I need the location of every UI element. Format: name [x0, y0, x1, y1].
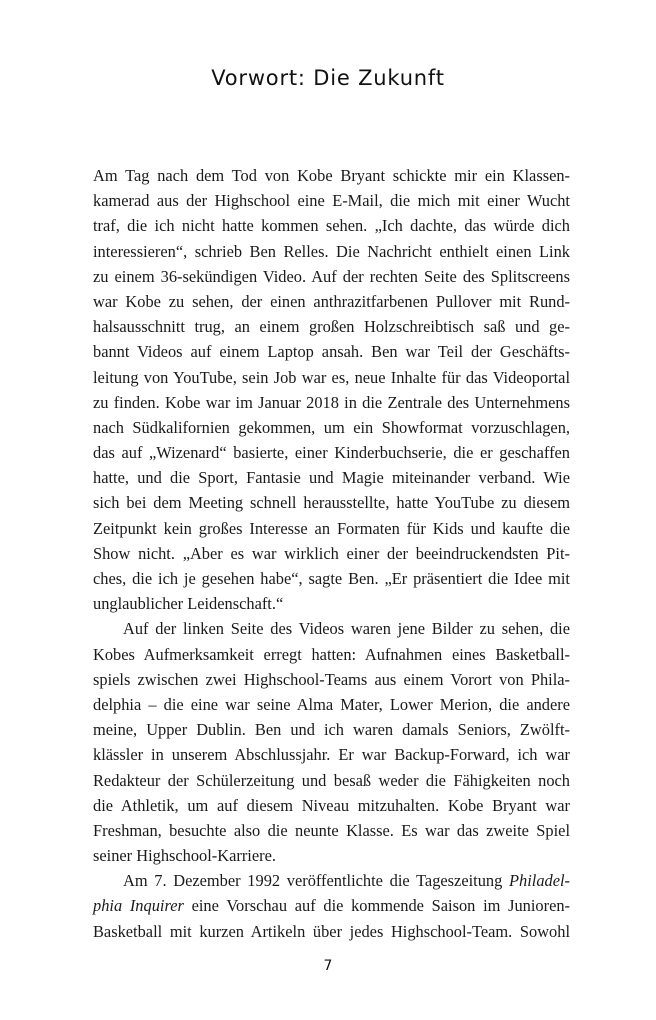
- body-text: [93, 163, 570, 944]
- text-line: war Kobe zu sehen, der einen anthrazitfarbenen Pullover mit Rund-: [93, 291, 570, 311]
- text-line: kamerad aus der Highschool eine E-Mail, die mich mit einer Wucht: [93, 191, 570, 211]
- text-line: halsausschnitt trug, an einem großen Holzschreibtisch saß und ge-: [93, 317, 570, 337]
- text-run: eine Vorschau auf die kommende Saison im Junioren-: [183, 896, 571, 916]
- text-line: Redakteur der Schülerzeitung und besaß weder die Fähigkeiten noch: [93, 770, 570, 790]
- text-line: spiels zwischen zwei Highschool-Teams aus einem Vorort von Phila-: [93, 669, 570, 689]
- text-line: unglaublicher Leidenschaft.“: [93, 594, 284, 614]
- chapter-title: Vorwort: Die Zukunft: [211, 66, 445, 90]
- text-line: [93, 868, 570, 893]
- text-line: Kobes Aufmerksamkeit erregt hatten: Aufnahmen eines Basketball-: [93, 644, 570, 664]
- text-line: Freshman, besuchte also die neunte Klasse. Es war das zweite Spiel: [93, 820, 570, 840]
- text-line: Am Tag nach dem Tod von Kobe Bryant schickte mir ein Klassen-: [93, 166, 570, 185]
- text-line: klässler in unserem Abschlussjahr. Er war Backup-Forward, ich war: [93, 745, 570, 765]
- text-line: Basketball mit kurzen Artikeln über jedes Highschool-Team. Sowohl: [93, 921, 570, 941]
- text-line: meine, Upper Dublin. Ben und ich waren damals Seniors, Zwölft-: [93, 720, 570, 740]
- text-line: Auf der linken Seite des Videos waren jene Bilder zu sehen, die: [123, 619, 570, 639]
- text-line: sich bei dem Meeting schnell herausstellte, hatte YouTube zu diesem: [93, 493, 570, 513]
- text-line: ches, die ich je gesehen habe“, sagte Ben. „Er präsentiert die Idee mit: [93, 569, 570, 588]
- text-line: leitung von YouTube, sein Job war es, neue Inhalte für das Videoportal: [93, 367, 570, 387]
- text-line: zu einem 36-sekündigen Video. Auf der rechten Seite des Splitscreens: [93, 266, 570, 286]
- text-line: bannt Videos auf einem Laptop ansah. Ben war Teil der Geschäfts-: [93, 342, 570, 362]
- text-line: hatte, und die Sport, Fantasie und Magie miteinander verband. Wie: [93, 468, 570, 488]
- text-line: seiner Highschool-Karriere.: [93, 846, 276, 866]
- text-line: [93, 893, 570, 918]
- text-line: Zeitpunkt kein großes Interesse an Formaten für Kids und kaufte die: [93, 518, 570, 538]
- text-line: die Athletik, um auf diesem Niveau mitzuhalten. Kobe Bryant war: [93, 795, 570, 815]
- text-run: Am 7. Dezember 1992 veröffentlichte die Tageszeitung: [123, 871, 509, 891]
- text-line: Show nicht. „Aber es war wirklich einer der beeindruckendsten Pit-: [93, 543, 570, 563]
- page-number: 7: [323, 958, 333, 974]
- text-line: interessieren“, schrieb Ben Relles. Die Nachricht enthielt einen Link: [93, 241, 570, 261]
- text-line: das auf „Wizenard“ basierte, einer Kinderbuchserie, die er geschaffen: [93, 443, 570, 463]
- text-line: zu finden. Kobe war im Januar 2018 in die Zentrale des Unternehmens: [93, 392, 570, 412]
- text-line: delphia – die eine war seine Alma Mater, Lower Merion, die andere: [93, 694, 570, 714]
- italic-run: Philadel-: [509, 871, 570, 891]
- text-line: nach Südkalifornien gekommen, um ein Showformat vorzuschlagen,: [93, 417, 570, 437]
- text-line: traf, die ich nicht hatte kommen sehen. „Ich dachte, das würde dich: [93, 216, 570, 236]
- italic-run: phia Inquirer: [93, 896, 184, 916]
